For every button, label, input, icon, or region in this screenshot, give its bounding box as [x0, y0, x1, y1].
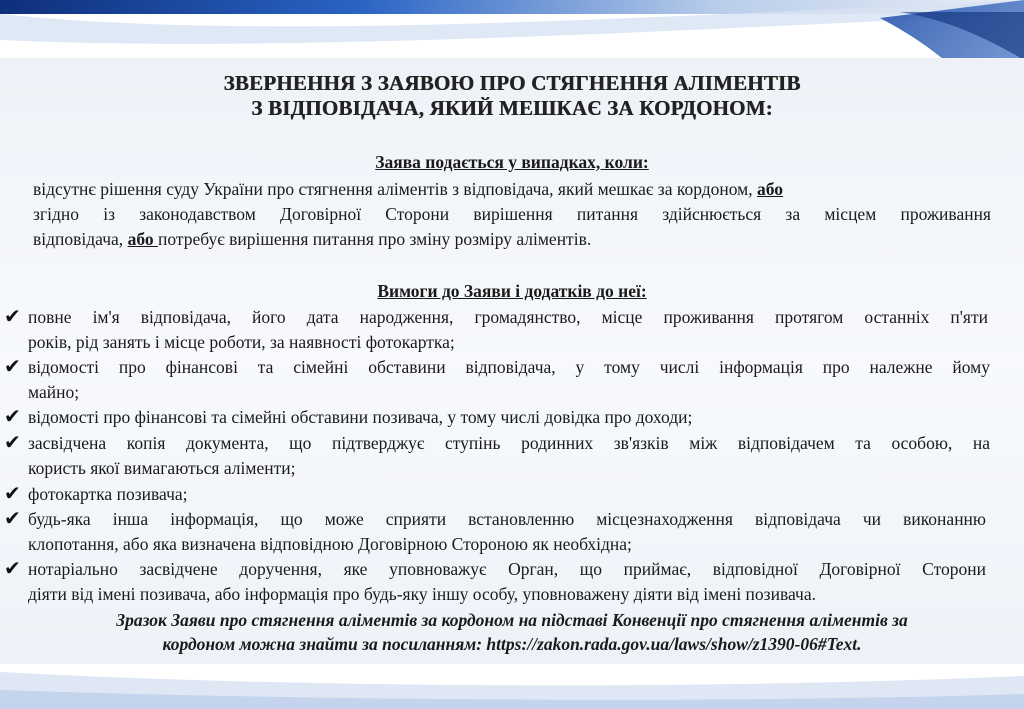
check-icon: ✔	[4, 508, 21, 530]
requirement-item-2-line2: майно;	[28, 382, 80, 402]
cases-text: відсутнє рішення суду України про стягнення аліментів з відповідача, який мешкає за кордоном,	[33, 179, 757, 199]
requirements-heading: Вимоги до Заяви і додатків до неї:	[377, 281, 647, 301]
page-title-line2: З ВІДПОВІДАЧА, ЯКИЙ МЕШКАЄ ЗА КОРДОНОМ:	[251, 96, 773, 120]
check-icon: ✔	[4, 432, 21, 454]
cases-text: відповідача,	[33, 229, 128, 249]
or-emphasis: або	[757, 179, 784, 199]
requirement-item-2-line1: відомості про фінансові та сімейні обставини відповідача, у тому числі інформація про належне йому	[28, 357, 990, 377]
requirement-item-3-line1: відомості про фінансові та сімейні обставини позивача, у тому числі довідка про доходи;	[28, 407, 693, 427]
requirement-item-1-line1: повне ім'я відповідача, його дата народження, громадянство, місце проживання протягом останніх п'яти	[28, 307, 988, 327]
requirement-item-6-line2: клопотання, або яка визначена відповідною Договірною Стороною як необхідна;	[28, 534, 632, 554]
cases-line-1	[33, 178, 783, 200]
requirement-item-4-line2: користь якої вимагаються аліменти;	[28, 458, 296, 478]
cases-heading: Заява подається у випадках, коли:	[375, 152, 649, 172]
check-icon: ✔	[4, 356, 21, 378]
cases-text: потребує вирішення питання про зміну розміру аліментів.	[157, 229, 592, 249]
cases-line-2: згідно із законодавством Договірної Сторони вирішення питання здійснюється за місцем проживання	[33, 204, 991, 224]
sample-note-line2: кордоном можна знайти за посиланням: https://zakon.rada.gov.ua/laws/show/z1390-06#Text.	[162, 634, 862, 654]
requirement-item-7-line1: нотаріально засвідчене доручення, яке уповноважує Орган, що приймає, відповідної Договірної Сторони	[28, 559, 986, 579]
sample-note-line1: Зразок Заяви про стягнення аліментів за кордоном на підставі Конвенції про стягнення аліментів за	[116, 610, 908, 630]
page-title-line1: ЗВЕРНЕННЯ З ЗАЯВОЮ ПРО СТЯГНЕННЯ АЛІМЕНТІВ	[223, 71, 801, 95]
requirement-item-6-line1: будь-яка інша інформація, що може сприяти встановленню місцезнаходження відповідача чи виконанню	[28, 509, 986, 529]
requirement-item-7-line2: діяти від імені позивача, або інформація про будь-яку іншу особу, уповноважену діяти від імені позивача.	[28, 584, 816, 604]
check-icon: ✔	[4, 406, 21, 428]
check-icon: ✔	[4, 306, 21, 328]
check-icon: ✔	[4, 483, 21, 505]
requirement-item-1-line2: років, рід занять і місце роботи, за наявності фотокартка;	[28, 332, 455, 352]
or-emphasis: або	[127, 229, 158, 249]
cases-line-3	[33, 228, 591, 250]
requirement-item-5-line1: фотокартка позивача;	[28, 484, 188, 504]
requirement-item-4-line1: засвідчена копія документа, що підтверджує ступінь родинних зв'язків між відповідачем та особою, на	[28, 433, 990, 453]
check-icon: ✔	[4, 558, 21, 580]
